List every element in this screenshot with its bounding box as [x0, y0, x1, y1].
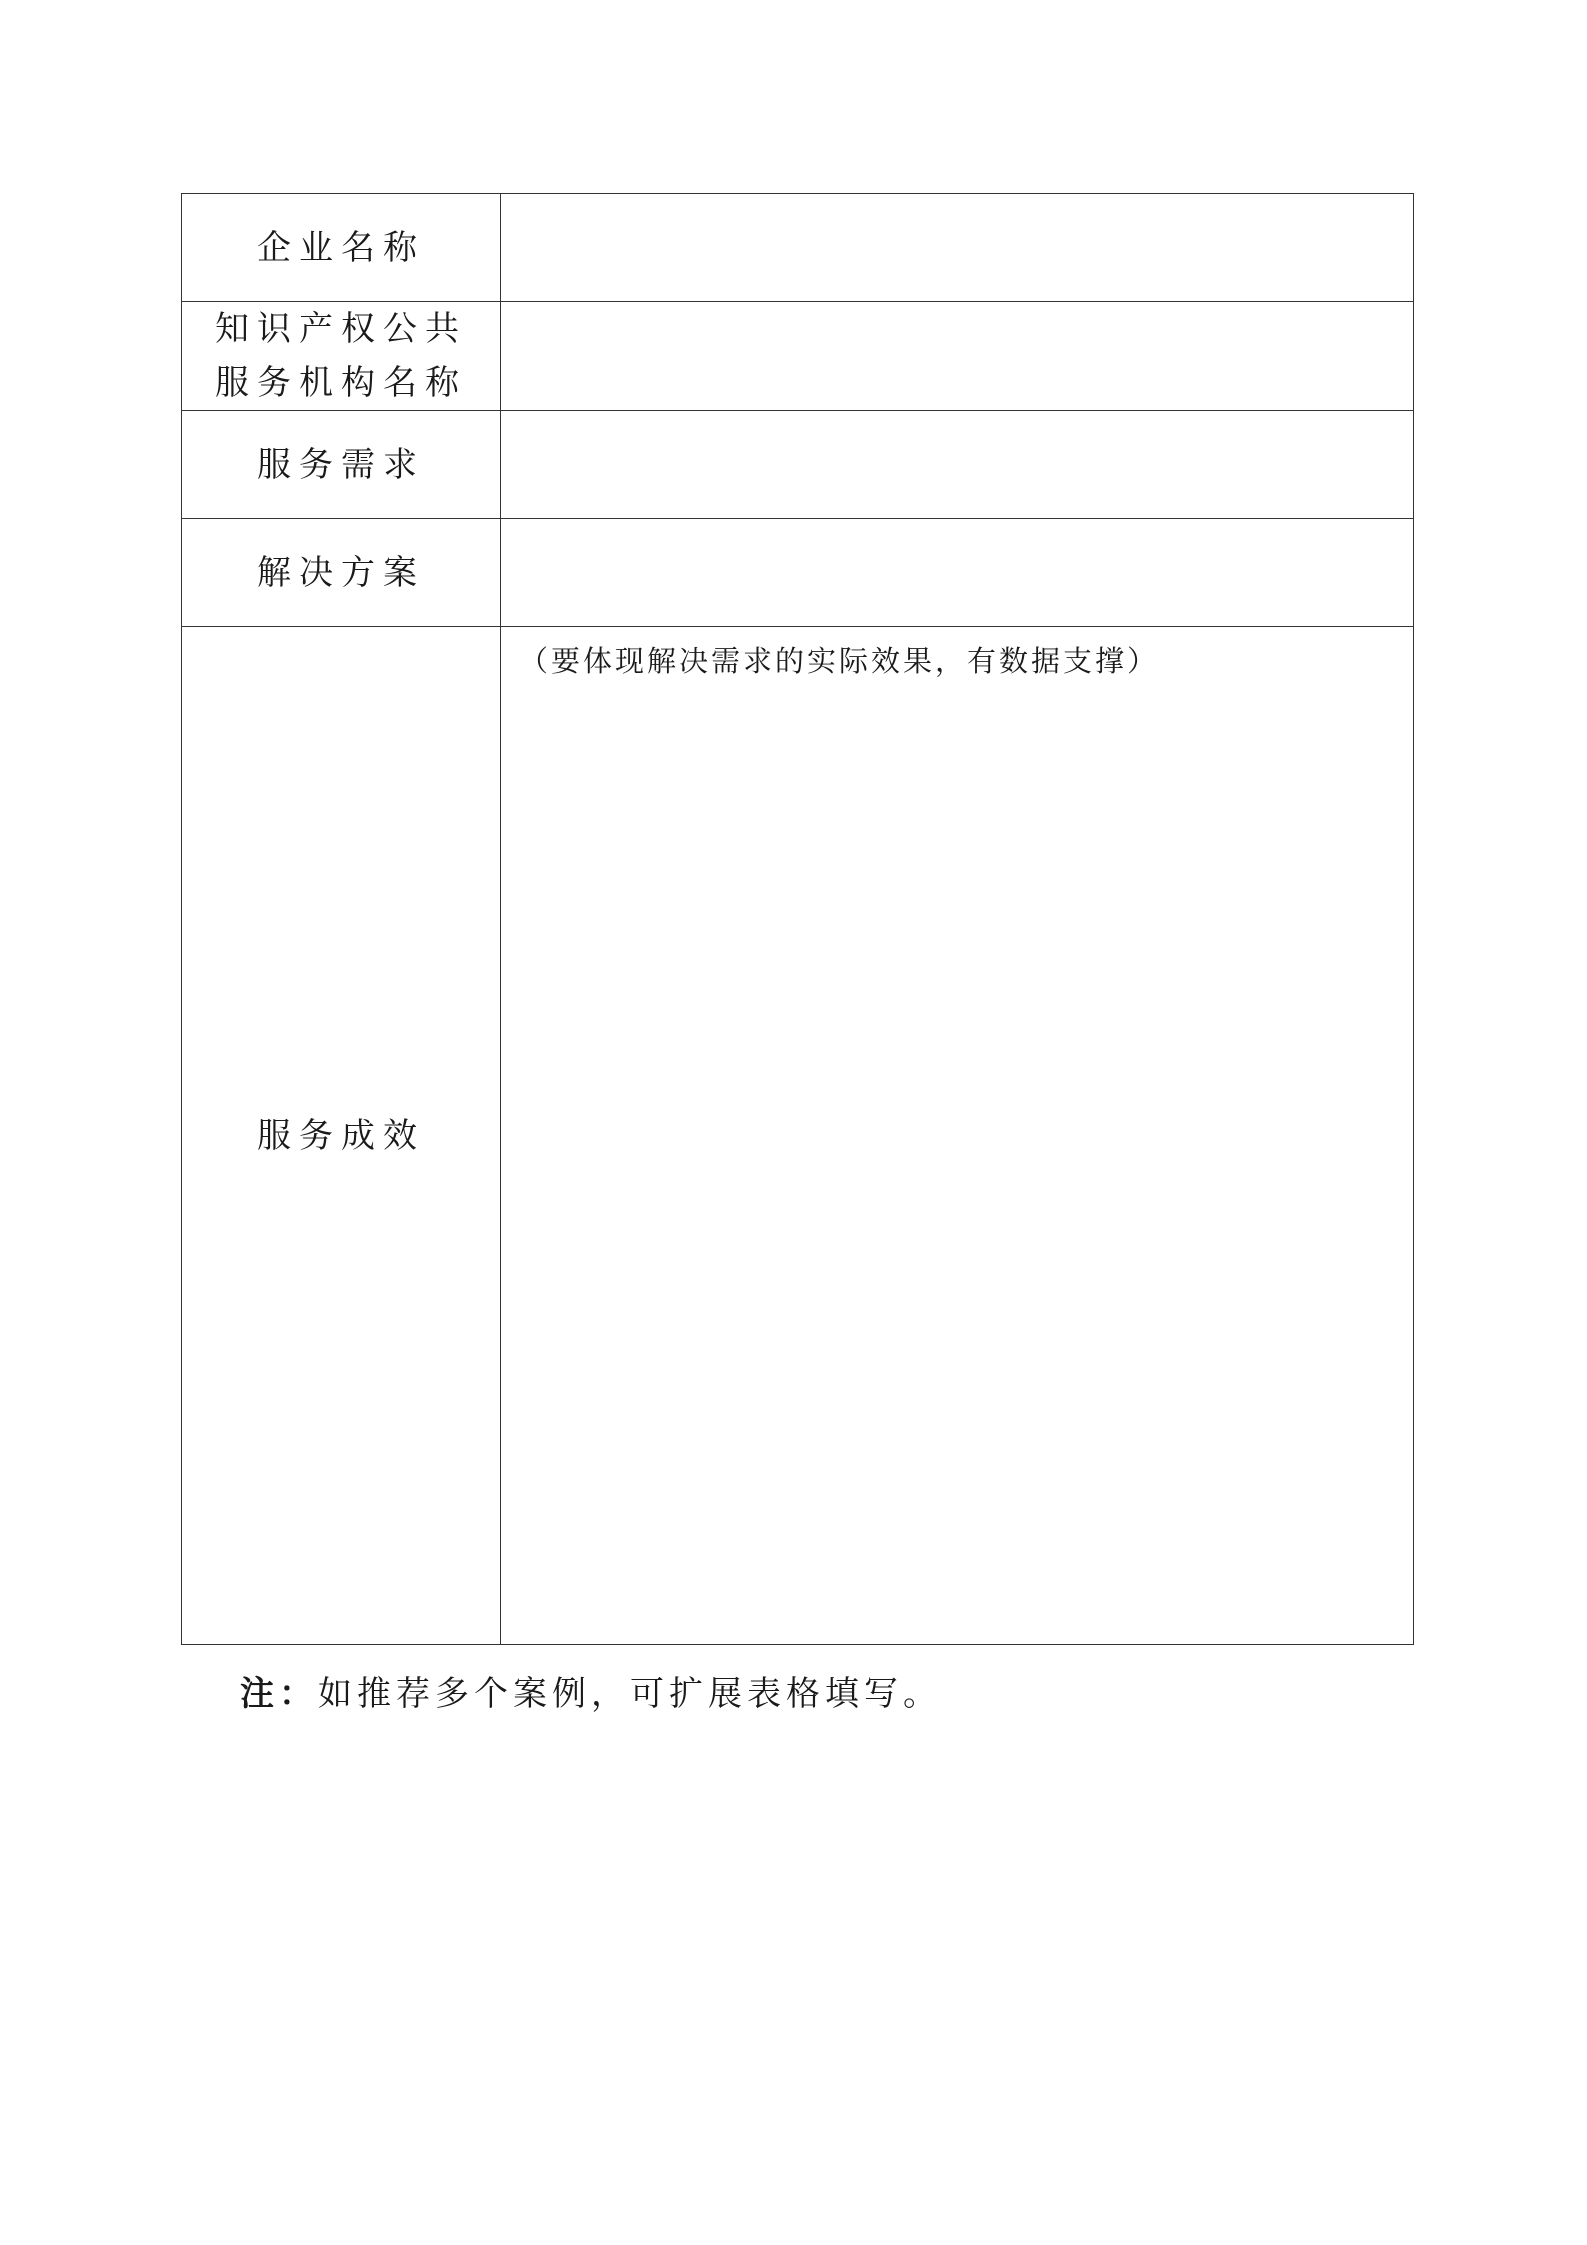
value-solution[interactable] [501, 519, 1414, 627]
label-service-demand: 服务需求 [182, 411, 501, 519]
label-line: 知识产权公共 [215, 309, 467, 349]
label-solution: 解决方案 [182, 519, 501, 627]
table-row [182, 302, 1414, 411]
label-line: 服务机构名称 [215, 363, 467, 403]
footnote [240, 1666, 942, 1715]
label-enterprise-name: 企业名称 [182, 194, 501, 302]
label-service-outcome: 服务成效 [182, 627, 501, 1645]
value-ip-service-agency-name[interactable] [501, 302, 1414, 411]
table-row [182, 519, 1414, 627]
value-service-outcome[interactable] [501, 627, 1414, 1645]
case-form-table [181, 193, 1414, 1645]
outcome-hint: （要体现解决需求的实际效果，有数据支撑） [519, 644, 1160, 678]
value-service-demand[interactable] [501, 411, 1414, 519]
table-row [182, 411, 1414, 519]
table-row [182, 627, 1414, 1645]
note-text: 如推荐多个案例，可扩展表格填写。 [318, 1674, 942, 1714]
value-enterprise-name[interactable] [501, 194, 1414, 302]
table-row [182, 194, 1414, 302]
label-ip-service-agency-name [182, 302, 501, 411]
note-prefix: 注： [240, 1674, 318, 1714]
